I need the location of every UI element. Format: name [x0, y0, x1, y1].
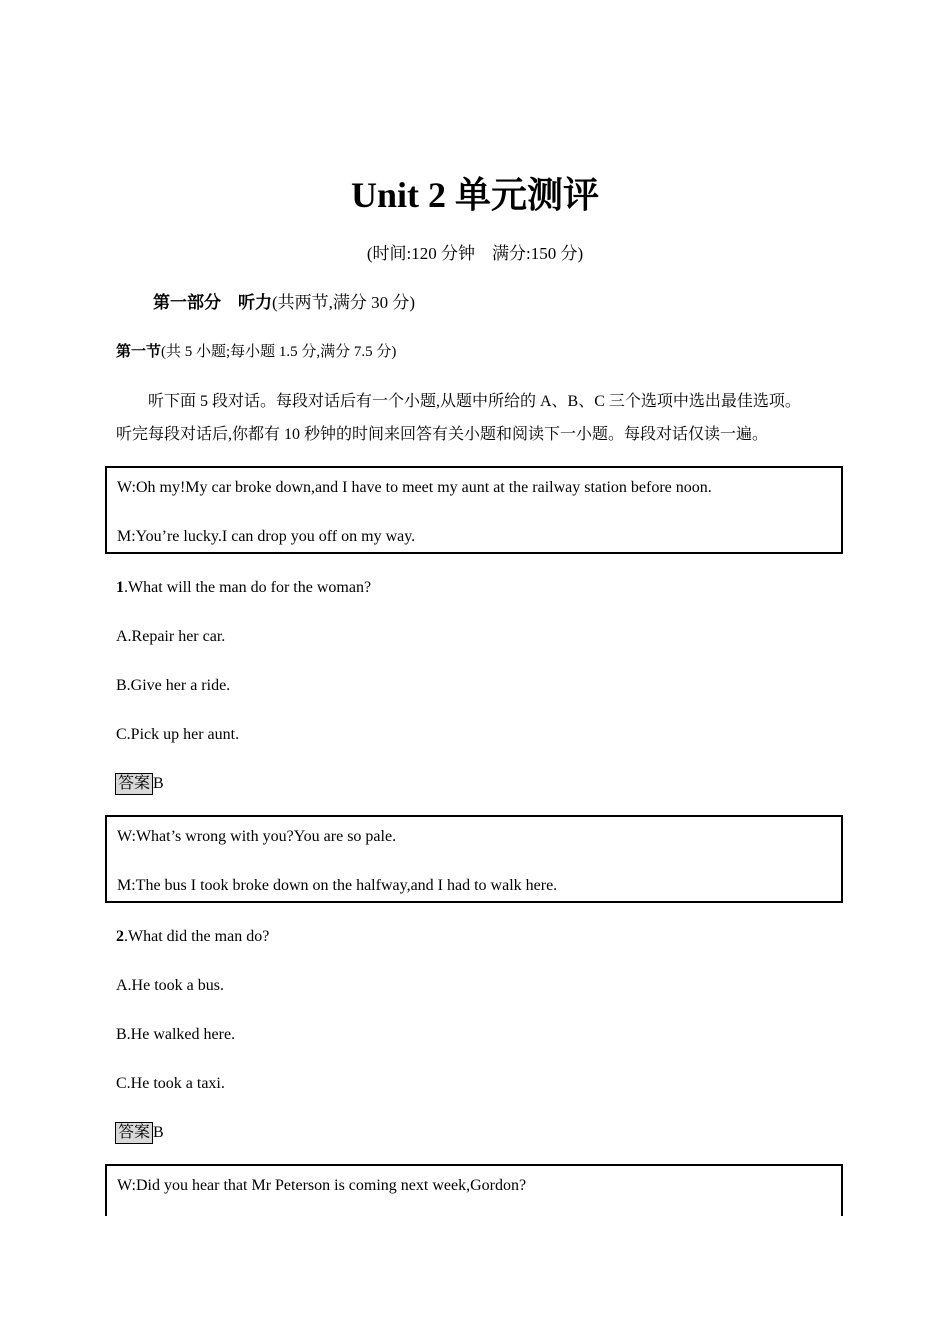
part-name: 第一部分 听力: [153, 293, 272, 312]
dialogue-line: M:You’re lucky.I can drop you off on my way.: [117, 528, 416, 545]
dialogue-box-3: [105, 1164, 843, 1216]
question-1: [116, 577, 371, 599]
answer-value: B: [153, 1124, 164, 1141]
instruction-line-1: 听下面 5 段对话。每段对话后有一个小题,从题中所给的 A、B、C 三个选项中选出最佳选项。: [148, 393, 801, 410]
option-b: B.He walked here.: [116, 1026, 236, 1043]
answer-2: [115, 1122, 164, 1144]
dialogue-line: M:The bus I took broke down on the halfway,and I had to walk here.: [117, 877, 558, 894]
dialogue-line: W:Oh my!My car broke down,and I have to meet my aunt at the railway station before noon.: [117, 479, 712, 496]
section-detail: (共 5 小题;每小题 1.5 分,满分 7.5 分): [161, 344, 397, 360]
option-b: B.Give her a ride.: [116, 677, 231, 694]
answer-value: B: [153, 775, 164, 792]
question-text: .What did the man do?: [124, 928, 270, 945]
dialogue-box-1: [105, 466, 843, 554]
dialogue-box-2: [105, 815, 843, 903]
answer-label: 答案: [115, 1122, 153, 1144]
option-c: C.He took a taxi.: [116, 1075, 225, 1092]
section-name: 第一节: [116, 344, 162, 360]
part-heading: [153, 291, 415, 315]
option-a: A.He took a bus.: [116, 977, 224, 994]
part-detail: (共两节,满分 30 分): [272, 293, 416, 312]
answer-1: [115, 773, 164, 795]
dialogue-line: W:What’s wrong with you?You are so pale.: [117, 828, 397, 845]
page-title: Unit 2 单元测评: [350, 175, 599, 215]
question-number: 2: [116, 928, 124, 945]
dialogue-line: W:Did you hear that Mr Peterson is coming next week,Gordon?: [117, 1177, 527, 1194]
option-c: C.Pick up her aunt.: [116, 726, 240, 743]
section-heading: [116, 341, 396, 363]
question-number: 1: [116, 579, 124, 596]
question-text: .What will the man do for the woman?: [124, 579, 372, 596]
answer-label: 答案: [115, 773, 153, 795]
question-2: [116, 926, 269, 948]
option-a: A.Repair her car.: [116, 628, 226, 645]
test-info: (时间:120 分钟 满分:150 分): [366, 244, 584, 263]
instruction-line-2: 听完每段对话后,你都有 10 秒钟的时间来回答有关小题和阅读下一小题。每段对话仅读一遍。: [116, 426, 769, 443]
